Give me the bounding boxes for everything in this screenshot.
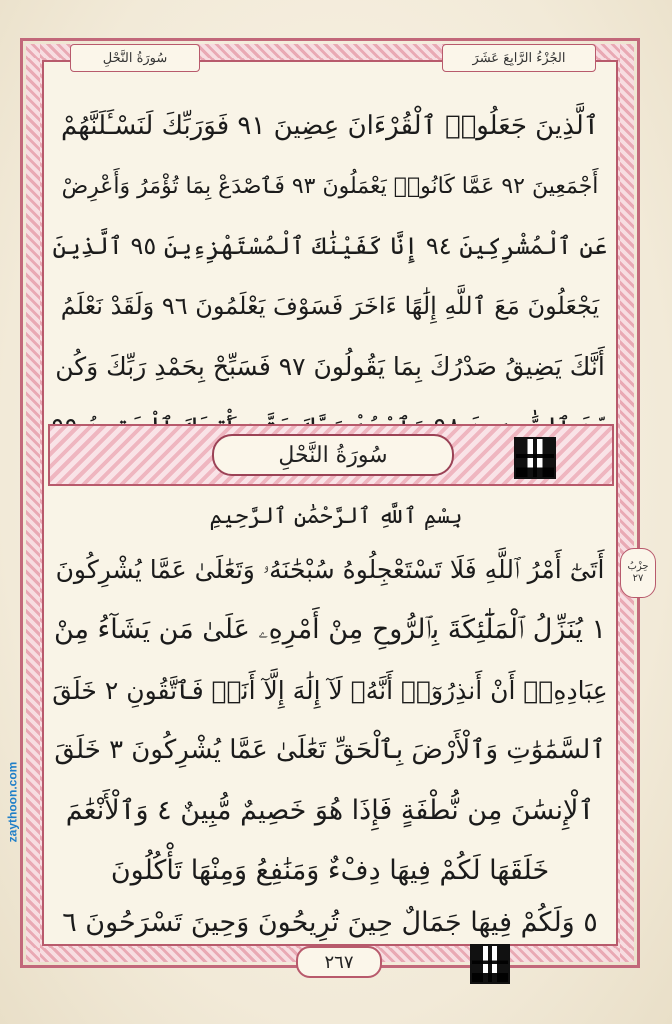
- verse-line: ١ يُنَزِّلُ ٱلْمَلَٰٓئِكَةَ بِٱلرُّوحِ مِنْ أَمْرِهِۦ عَلَىٰ مَن يَشَآءُ مِنْ: [53, 614, 607, 645]
- verse-line: أَنَّكَ يَضِيقُ صَدْرُكَ بِمَا يَقُولُونَ ٩٧ فَسَبِّحْ بِحَمْدِ رَبِّكَ وَكُن: [55, 351, 605, 381]
- verse-line: أَتَىٰٓ أَمْرُ ٱللَّهِ فَلَا تَسْتَعْجِلُوهُ سُبْحَٰنَهُۥ وَتَعَٰلَىٰ عَمَّا يُشْرِكُونَ: [55, 555, 605, 584]
- surah-title: سُورَةُ النَّحْلِ: [212, 434, 454, 476]
- hizb-marker: [620, 548, 656, 598]
- header-surah-name: سُورَةُ النَّحْلِ: [70, 44, 200, 72]
- verse-line: ٱلسَّمَٰوَٰتِ وَٱلْأَرْضَ بِٱلْحَقِّ تَعَٰلَىٰ عَمَّا يُشْرِكُونَ ٣ خَلَقَ: [54, 735, 606, 765]
- verses-block-top: [52, 96, 608, 456]
- verse-line: يَجْعَلُونَ مَعَ ٱللَّهِ إِلَٰهًا ءَاخَرَ فَسَوْفَ يَعْلَمُونَ ٩٦ وَلَقَدْ نَعْلَمُ: [60, 292, 600, 320]
- verse-line: خَلَقَهَا لَكُمْ فِيهَا دِفْءٌ وَمَنَٰفِعُ وَمِنْهَا تَأْكُلُونَ: [110, 854, 550, 886]
- basmala: بِسْمِ ٱللَّهِ ٱلرَّحْمَٰنِ ٱلرَّحِيمِ: [209, 503, 463, 529]
- verse-line: عِبَادِهِۦٓ أَنْ أَنذِرُوٓا۟ أَنَّهُۥ لَآ إِلَٰهَ إِلَّآ أَنَا۠ فَٱتَّقُونِ ٢ خَلَقَ: [52, 675, 608, 705]
- qr-code-icon[interactable]: [514, 437, 556, 479]
- verses-block-bottom: [52, 540, 608, 900]
- verse-line: أَجْمَعِينَ ٩٢ عَمَّا كَانُوا۟ يَعْمَلُونَ ٩٣ فَٱصْدَعْ بِمَا تُؤْمَرُ وَأَعْرِضْ: [61, 173, 599, 199]
- hizb-number: ٢٧: [632, 573, 644, 584]
- qr-code-icon[interactable]: [470, 944, 510, 984]
- page-number: ٢٦٧: [296, 946, 382, 978]
- verses-block-last: [52, 900, 608, 944]
- verse-line: ٱلْإِنسَٰنَ مِن نُّطْفَةٍ فَإِذَا هُوَ خَصِيمٌ مُّبِينٌ ٤ وَٱلْأَنْعَٰمَ: [65, 794, 595, 826]
- verse-line: عَنِ ٱلْمُشْرِكِينَ ٩٤ إِنَّا كَفَيْنَٰكَ ٱلْمُسْتَهْزِءِينَ ٩٥ ٱلَّذِينَ: [52, 232, 608, 260]
- verse-line: ٥ وَلَكُمْ فِيهَا جَمَالٌ حِينَ تُرِيحُونَ وَحِينَ تَسْرَحُونَ ٦: [62, 906, 598, 938]
- watermark-text: zaythoon.com: [5, 761, 20, 843]
- hizb-label: حِزْبُ: [627, 561, 649, 572]
- header-juz-name: الجُزْءُ الرَّابِعَ عَشَرَ: [442, 44, 596, 72]
- verse-line: ٱلَّذِينَ جَعَلُوا۟ ٱلْقُرْءَانَ عِضِينَ ٩١ فَوَرَبِّكَ لَنَسْـَٔلَنَّهُمْ: [61, 111, 600, 141]
- watermark-logo: [2, 742, 22, 862]
